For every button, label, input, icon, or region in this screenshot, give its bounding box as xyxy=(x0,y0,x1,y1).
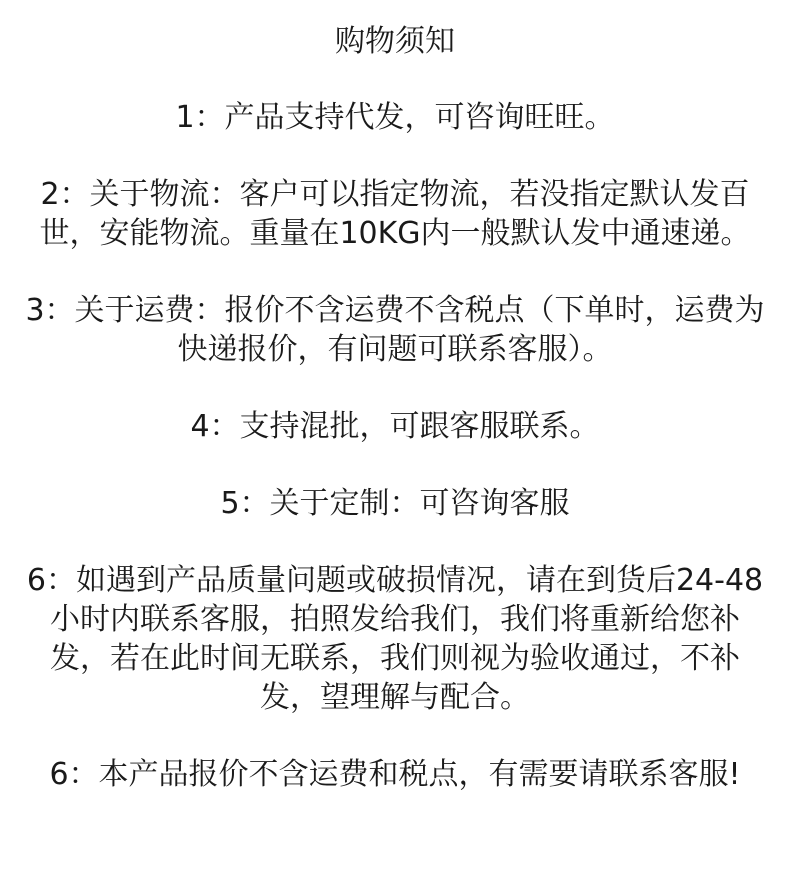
notice-item-mixed-batch: 4：支持混批，可跟客服联系。 xyxy=(190,409,600,444)
notice-item-quality-issues: 6：如遇到产品质量问题或破损情况，请在到货后24-48小时内联系客服，拍照发给我们，我们将重新给您补发，若在此时间无联系，我们则视为验收通过，不补发，望理解与配合。 xyxy=(26,563,764,715)
notice-item-dropshipping: 1：产品支持代发，可咨询旺旺。 xyxy=(175,100,615,135)
notice-item-price-terms: 6：本产品报价不含运费和税点，有需要请联系客服! xyxy=(49,757,741,792)
notice-item-logistics: 2：关于物流：客户可以指定物流，若没指定默认发百世，安能物流。重量在10KG内一般默认发中通速递。 xyxy=(39,177,751,251)
notice-item-shipping-fee: 3：关于运费：报价不含运费不含税点（下单时，运费为快递报价，有问题可联系客服）。 xyxy=(25,293,765,367)
notice-title: 购物须知 xyxy=(335,24,455,59)
notice-item-customization: 5：关于定制：可咨询客服 xyxy=(220,486,570,521)
